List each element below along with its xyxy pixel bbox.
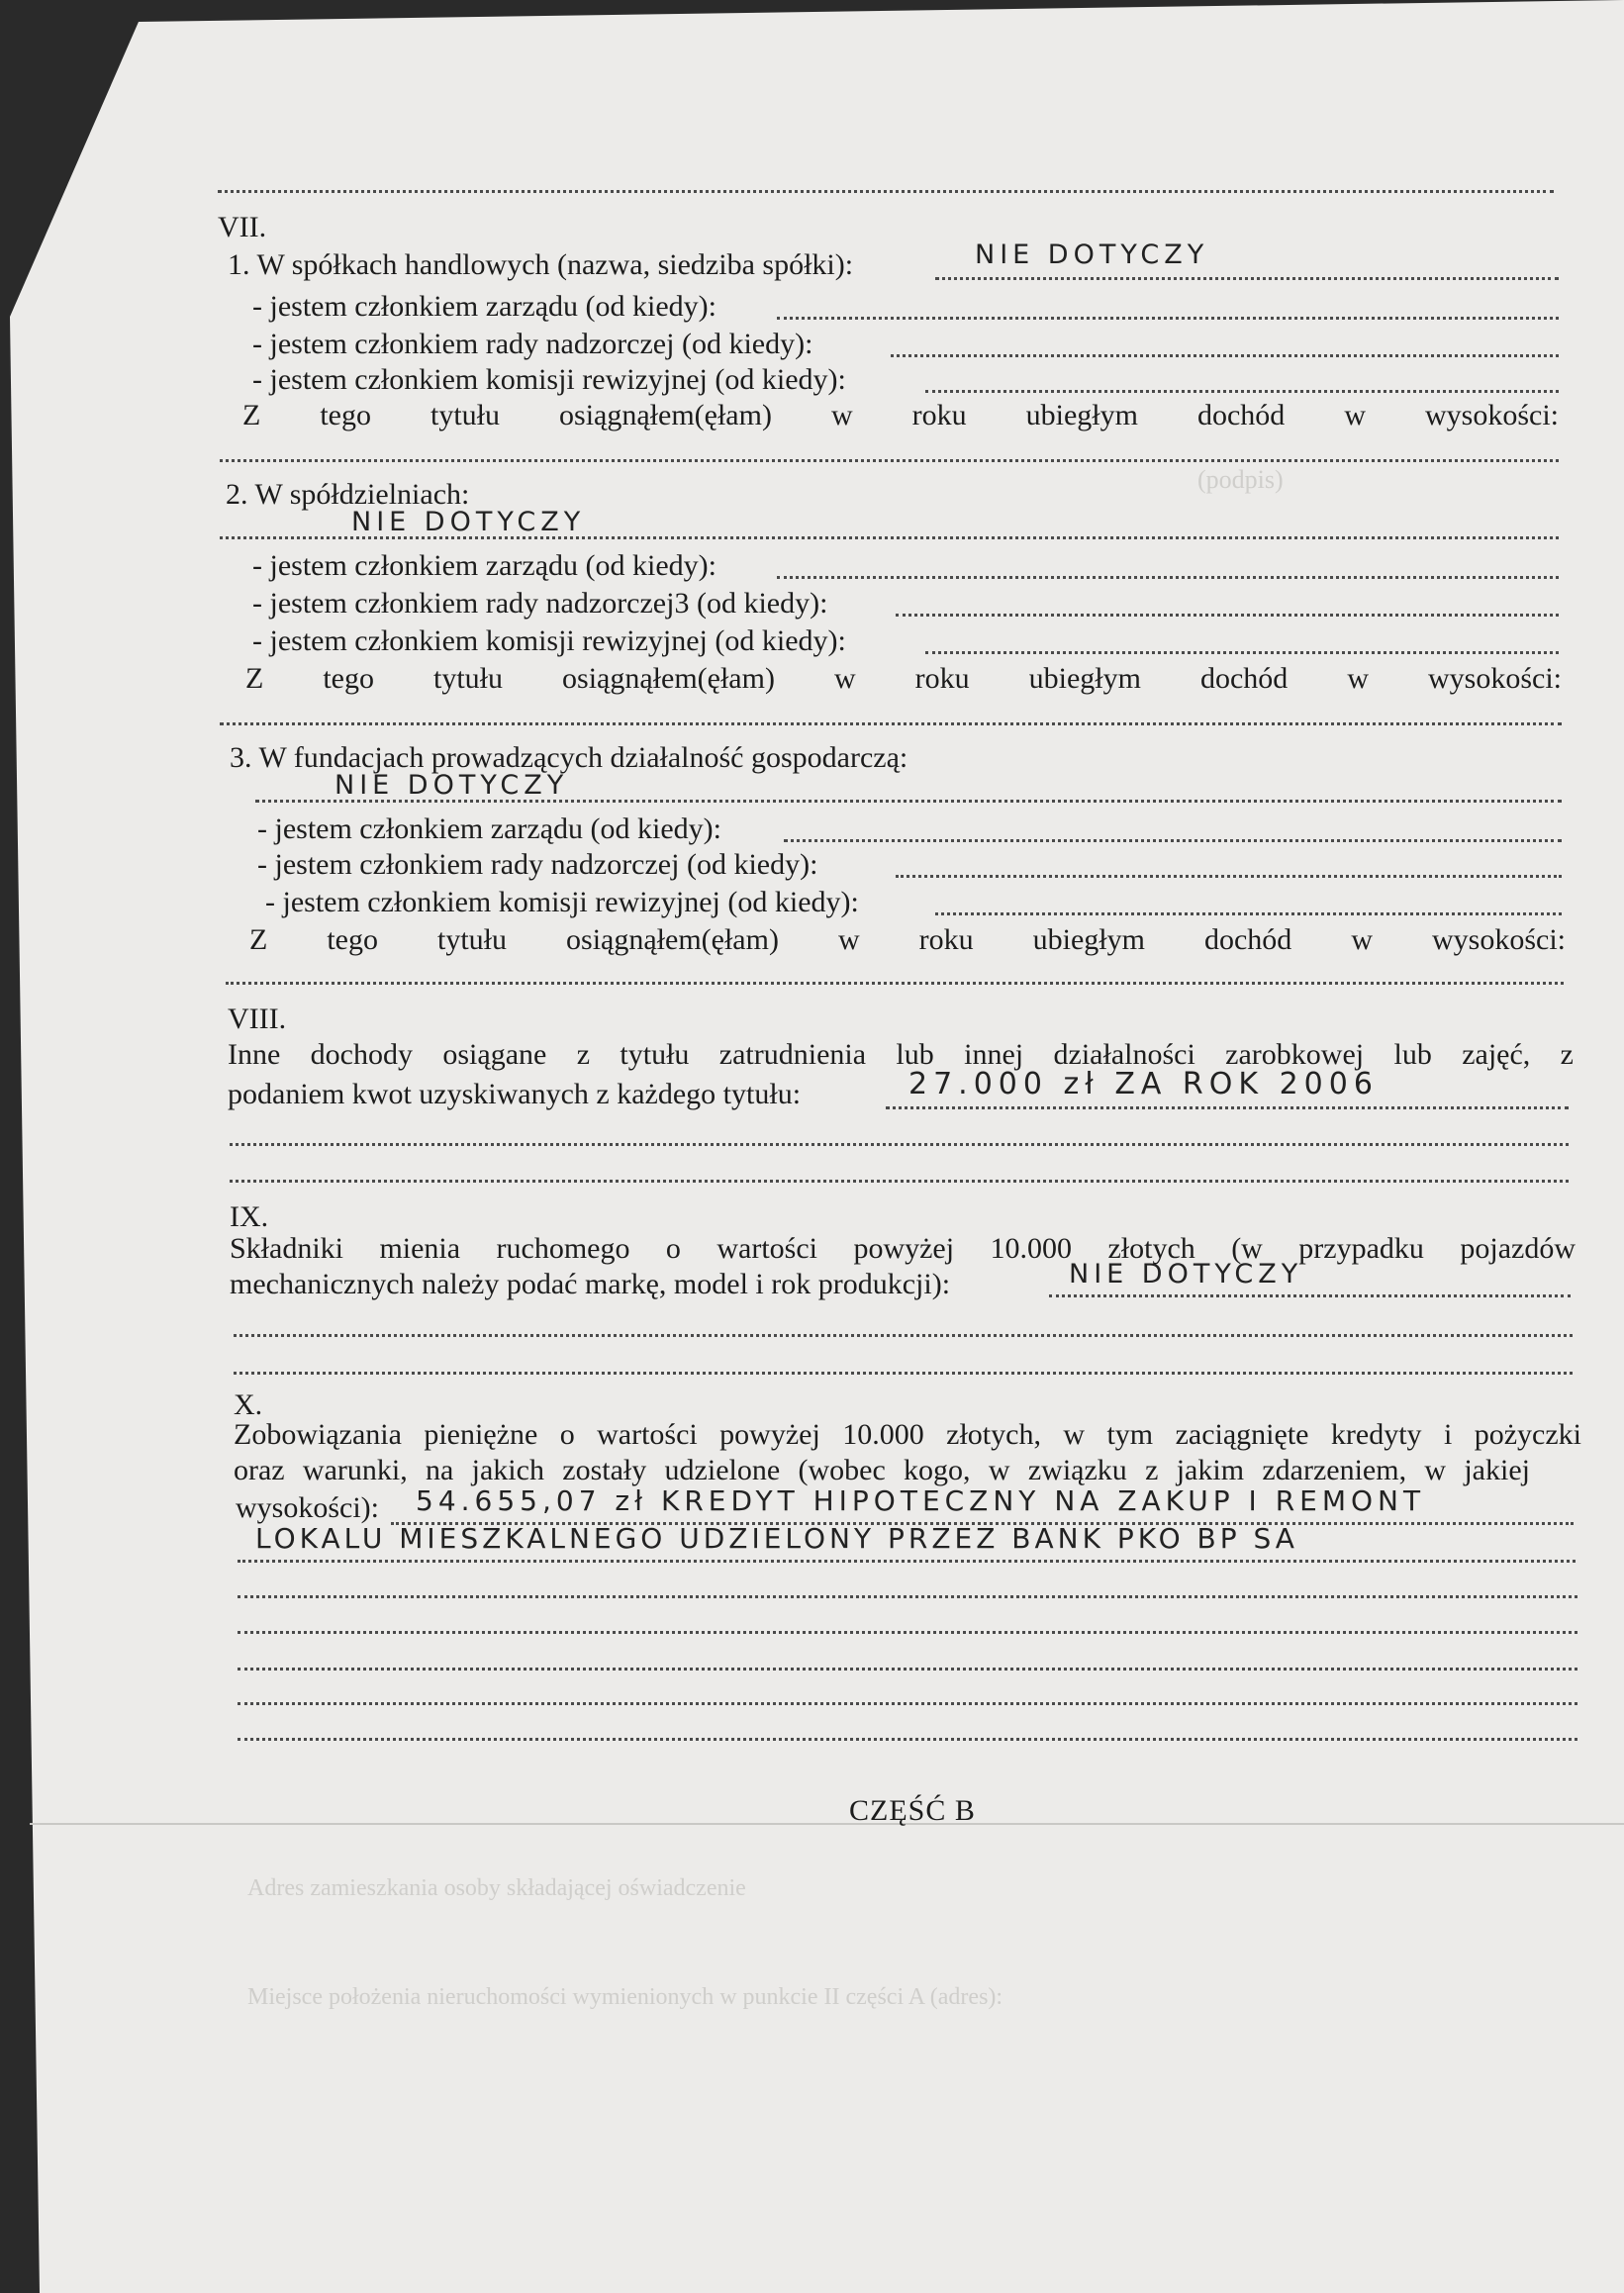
item1-label: 1. W spółkach handlowych (nazwa, siedziba spółki):	[228, 248, 854, 281]
income-line: Z tego tytułu osiągnąłem(ęłam) w roku ubiegłym dochód w wysokości:	[242, 399, 1559, 431]
dotted-line	[896, 875, 1562, 878]
dotted-line	[234, 1372, 1573, 1375]
bleedthrough-address-label: Adres zamieszkania osoby składającej oświadczenie	[247, 1875, 746, 1901]
dotted-line	[238, 1631, 1577, 1634]
section-ix-handwritten-answer: NIE DOTYCZY	[1069, 1259, 1303, 1290]
dotted-line	[784, 839, 1562, 842]
item2-label: 2. W spółdzielniach:	[226, 478, 470, 511]
item3-label: 3. W fundacjach prowadzących działalność gospodarczą:	[230, 741, 908, 774]
section-viii-line2: podaniem kwot uzyskiwanych z każdego tytułu:	[228, 1078, 802, 1110]
page-fold-line	[30, 1823, 1624, 1825]
dotted-line	[891, 354, 1559, 357]
section-ix-line2: mechanicznych należy podać markę, model i rok produkcji):	[230, 1268, 951, 1300]
item3-handwritten-answer: NIE DOTYCZY	[334, 770, 569, 801]
section-x-line1: Zobowiązania pieniężne o wartości powyżej 10.000 złotych, w tym zaciągnięte kredyty i pożyczki	[234, 1418, 1581, 1451]
bleedthrough-property-label: Miejsce położenia nieruchomości wymienionych w punkcie II części A (adres):	[247, 1984, 1003, 2010]
dotted-line	[238, 1560, 1576, 1563]
dotted-line	[238, 1595, 1577, 1598]
dotted-line	[896, 614, 1559, 617]
dotted-line	[935, 277, 1559, 280]
dotted-line	[925, 651, 1559, 654]
item1-handwritten-answer: NIE DOTYCZY	[975, 239, 1209, 270]
supervisory-board-label-3: - jestem członkiem rady nadzorczej (od kiedy):	[257, 848, 818, 881]
audit-committee-label: - jestem członkiem komisji rewizyjnej (od kiedy):	[252, 363, 846, 396]
dotted-line	[218, 190, 1554, 193]
dotted-line	[886, 1106, 1569, 1109]
section-viii-line1: Inne dochody osiągane z tytułu zatrudnienia lub innej działalności zarobkowej lub zajęć, z	[228, 1038, 1574, 1071]
section-x-handwritten-answer-1: 54.655,07 zł KREDYT HIPOTECZNY NA ZAKUP I REMONT	[416, 1484, 1426, 1517]
supervisory-board-label: - jestem członkiem rady nadzorczej (od kiedy):	[252, 328, 813, 360]
dotted-line	[230, 1143, 1569, 1146]
section-ix-line1: Składniki mienia ruchomego o wartości powyżej 10.000 złotych (w przypadku pojazdów	[230, 1232, 1576, 1265]
dotted-line	[238, 1738, 1577, 1741]
dotted-line	[220, 459, 1559, 462]
supervisory-board-label-2: - jestem członkiem rady nadzorczej3 (od kiedy):	[252, 587, 828, 620]
dotted-line	[220, 722, 1562, 725]
dotted-line	[220, 536, 1559, 539]
bleedthrough-signature-label: (podpis)	[1197, 465, 1284, 494]
dotted-line	[777, 317, 1559, 320]
section-x-line2: oraz warunki, na jakich zostały udzielone (wobec kogo, w związku z jakim zdarzeniem, w jakiej	[234, 1454, 1530, 1486]
dotted-line	[234, 1334, 1573, 1337]
audit-committee-label-2: - jestem członkiem komisji rewizyjnej (od kiedy):	[252, 624, 846, 657]
board-member-label-3: - jestem członkiem zarządu (od kiedy):	[257, 812, 721, 845]
dotted-line	[935, 912, 1562, 915]
audit-committee-label-3: - jestem członkiem komisji rewizyjnej (od kiedy):	[265, 886, 859, 918]
dotted-line	[1049, 1294, 1571, 1297]
income-line-3: Z tego tytułu osiągnąłem(ęłam) w roku ubiegłym dochód w wysokości:	[249, 923, 1566, 956]
section-viii-heading: VIII.	[228, 1003, 287, 1035]
section-x-handwritten-answer-2: LOKALU MIESZKALNEGO UDZIELONY PRZEZ BANK PKO BP SA	[255, 1522, 1298, 1555]
dotted-line	[777, 576, 1559, 579]
dotted-line	[255, 800, 1562, 803]
item2-handwritten-answer: NIE DOTYCZY	[351, 507, 586, 537]
part-b-heading: CZĘŚĆ B	[849, 1794, 976, 1827]
dotted-line	[925, 390, 1559, 393]
board-member-label: - jestem członkiem zarządu (od kiedy):	[252, 290, 716, 323]
section-x-line3-label: wysokości):	[236, 1491, 379, 1524]
dotted-line	[226, 982, 1564, 985]
income-line-2: Z tego tytułu osiągnąłem(ęłam) w roku ubiegłym dochód w wysokości:	[245, 662, 1562, 695]
board-member-label-2: - jestem członkiem zarządu (od kiedy):	[252, 549, 716, 582]
dotted-line	[230, 1180, 1569, 1183]
section-vii-heading: VII.	[218, 211, 267, 243]
dotted-line	[238, 1702, 1577, 1705]
section-ix-heading: IX.	[230, 1200, 269, 1233]
dotted-line	[238, 1668, 1577, 1671]
section-x-heading: X.	[234, 1388, 263, 1421]
section-viii-handwritten-answer: 27.000 zł ZA ROK 2006	[908, 1067, 1379, 1101]
